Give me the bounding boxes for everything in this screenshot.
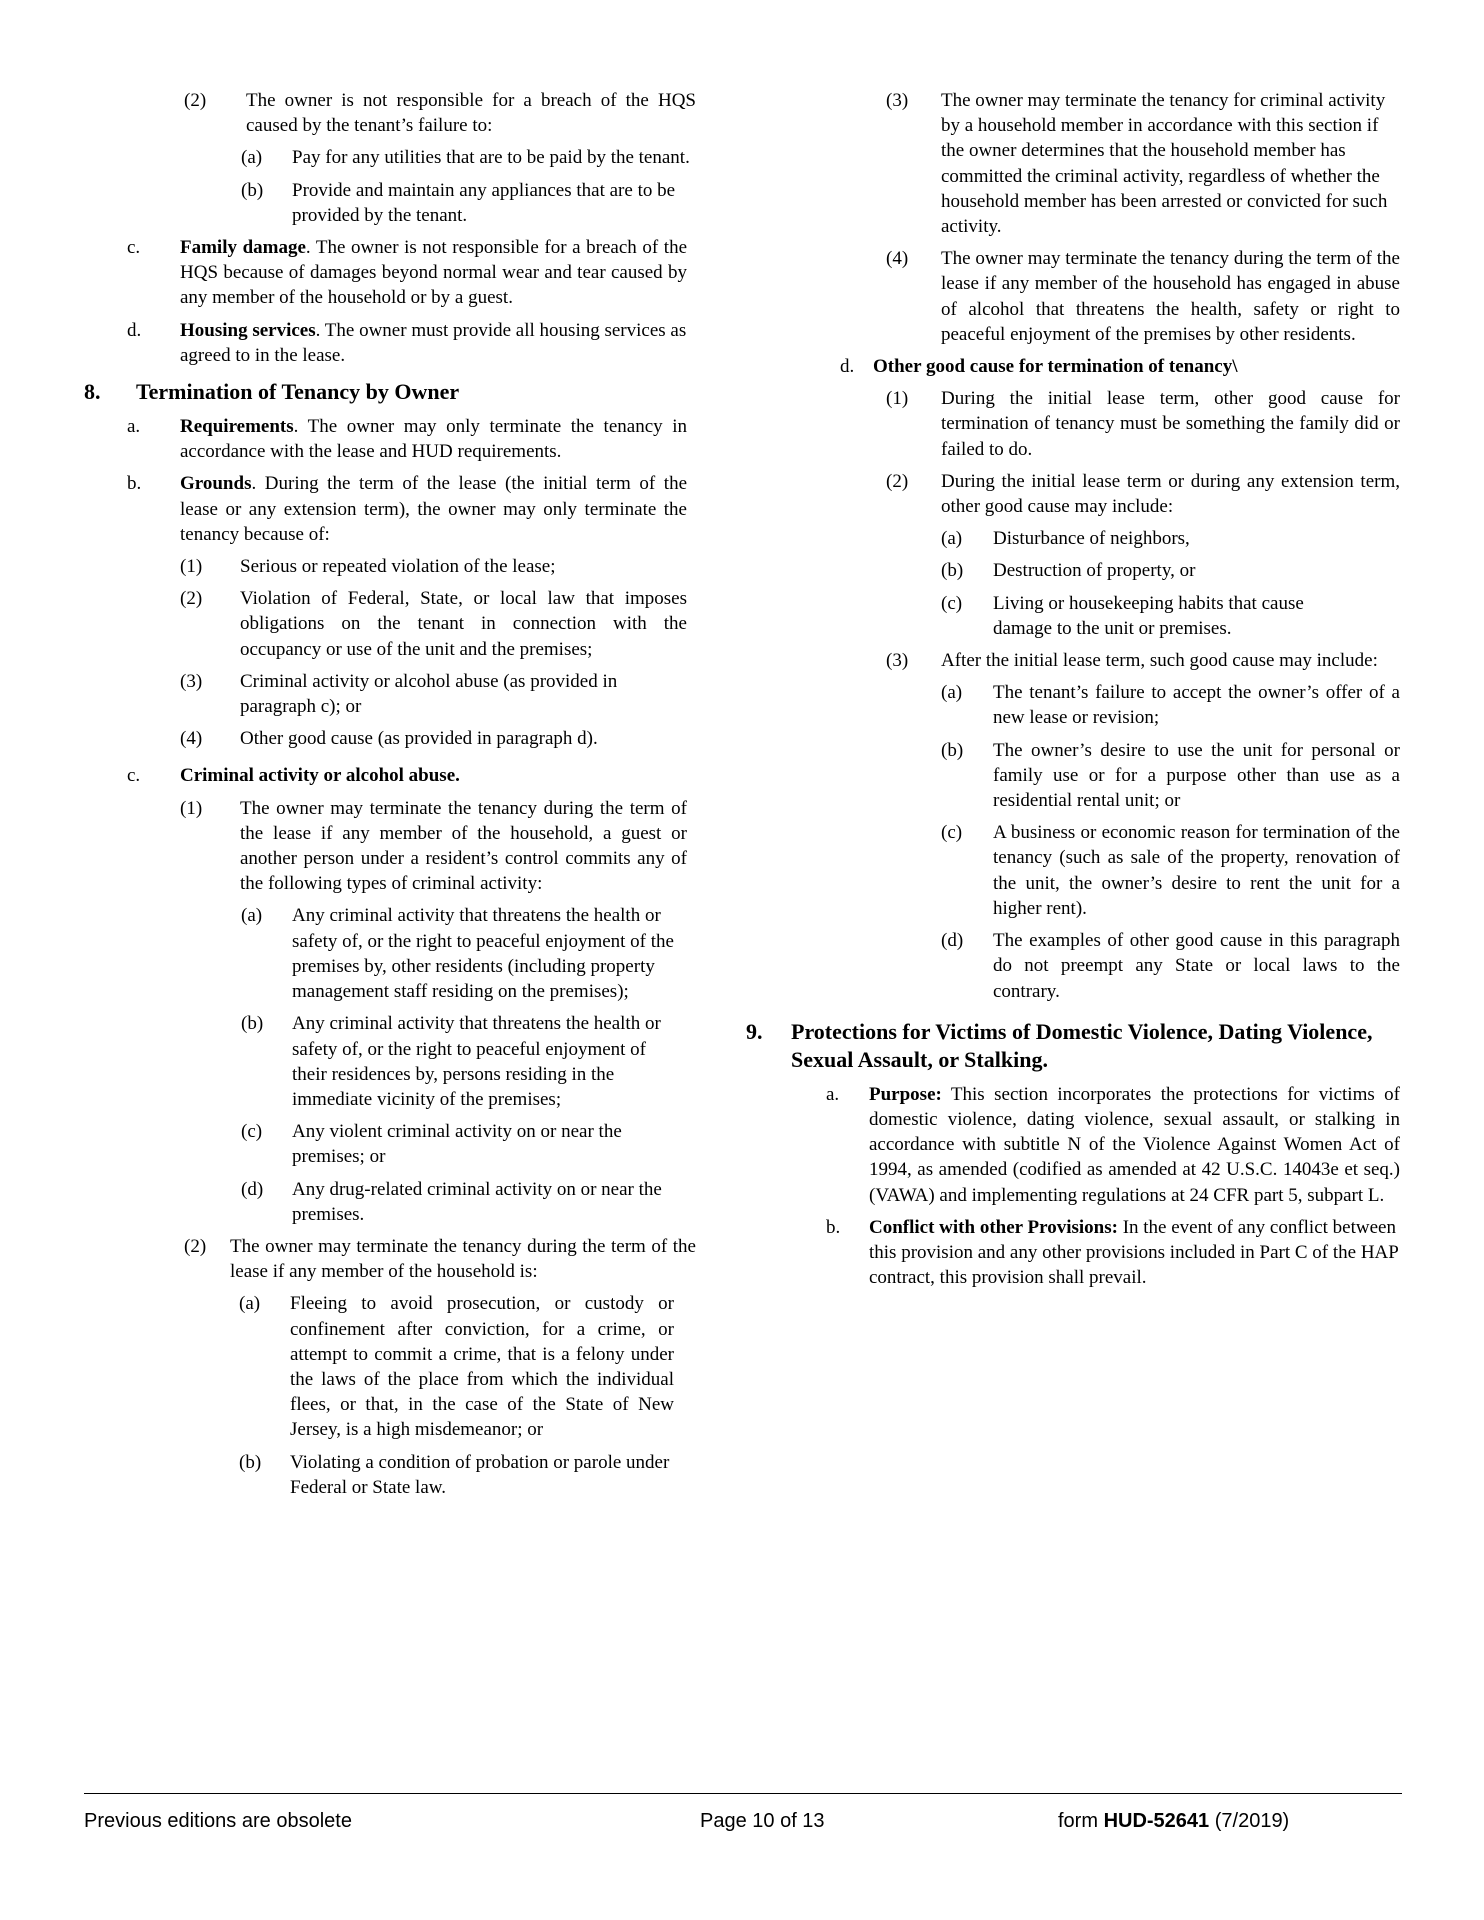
other-good-cause-heading: Other good cause for termination of tenancy\	[873, 356, 1238, 378]
list-item	[941, 820, 1400, 921]
item-label: (d)	[241, 1178, 264, 1200]
list-item	[941, 928, 1400, 1004]
list-item	[941, 558, 1400, 583]
section-title: Protections for Victims of Domestic Violence, Dating Violence, Sexual Assault, or Stalking.	[791, 1018, 1373, 1072]
item-label: (b)	[941, 560, 964, 582]
requirements-heading: Requirements	[180, 416, 294, 438]
list-item	[180, 726, 687, 751]
item-label: (3)	[886, 90, 909, 111]
housing-services-paragraph	[127, 318, 687, 368]
item-text: . The owner may only terminate the tenancy in accordance with the lease and HUD requirements.	[180, 416, 687, 463]
list-item	[886, 88, 1400, 239]
item-text: . The owner is not responsible for a breach of the HQS because of damages beyond normal wear and tear caused by any member of the household or by a guest.	[180, 237, 688, 309]
item-text: Serious or repeated violation of the lease;	[240, 556, 556, 578]
item-label: d.	[840, 356, 855, 378]
item-text: The owner may terminate the tenancy for criminal activity by a household member in accordance with this section if the owner determines that the household member has committed the criminal activity, regardless of whether the household member has been arrested or convicted for such activity.	[941, 90, 1388, 238]
item-text: The owner is not responsible for a breach of the HQS caused by the tenant’s failure to:	[246, 90, 696, 137]
item-label: (1)	[886, 388, 909, 410]
list-item	[241, 1119, 676, 1169]
item-text: The owner may terminate the tenancy during the term of the lease if any member of the household, a guest or another person under a resident’s control commits any of the following types of criminal activity:	[240, 797, 687, 895]
form-number: HUD-52641	[1103, 1810, 1210, 1832]
list-item	[241, 903, 676, 1004]
list-item	[241, 1011, 676, 1112]
item-label: c.	[127, 237, 141, 259]
item-label: (1)	[180, 797, 203, 819]
item-label: c.	[127, 765, 141, 787]
item-text: Destruction of property, or	[993, 560, 1196, 582]
item-label: (a)	[941, 682, 963, 704]
left-column	[84, 88, 696, 1507]
item-label: (a)	[239, 1293, 261, 1315]
item-label: a.	[826, 1083, 840, 1105]
list-item	[941, 680, 1400, 730]
item-label: (a)	[241, 905, 263, 927]
item-text: Living or housekeeping habits that cause damage to the unit or premises.	[993, 592, 1304, 639]
list-item	[180, 586, 687, 662]
item-label: d.	[127, 319, 142, 341]
form-prefix: form	[1058, 1810, 1104, 1832]
item-label: (1)	[180, 556, 203, 578]
list-item	[941, 738, 1400, 814]
item-text: Any criminal activity that threatens the health or safety of, or the right to peaceful enjoyment of the premises by, other residents (including property management staff residing on the premises);	[292, 905, 674, 1003]
footer-form-id	[1058, 1810, 1289, 1833]
purpose-paragraph	[826, 1082, 1400, 1208]
conflict-heading: Conflict with other Provisions:	[869, 1216, 1118, 1238]
list-item	[886, 386, 1400, 462]
list-item	[180, 669, 687, 719]
item-label: (b)	[241, 1013, 264, 1035]
list-item	[184, 1234, 696, 1284]
item-text: . The owner must provide all housing services as agreed to in the lease.	[180, 319, 687, 366]
requirements-paragraph	[127, 414, 687, 464]
conflict-paragraph	[826, 1215, 1400, 1291]
item-text: Any criminal activity that threatens the health or safety of, or the right to peaceful enjoyment of their residences by, persons residing in the immediate vicinity of the premises;	[292, 1013, 661, 1110]
list-item	[239, 1291, 674, 1442]
item-label: b.	[127, 473, 142, 495]
section-8-heading	[84, 378, 696, 406]
item-label: (2)	[180, 588, 203, 610]
family-damage-paragraph	[127, 235, 687, 311]
item-text: After the initial lease term, such good cause may include:	[941, 650, 1378, 672]
item-label: (d)	[941, 930, 964, 952]
footer-page-number: Page 10 of 13	[700, 1810, 825, 1832]
section-9-heading	[746, 1018, 1400, 1074]
item-label: (4)	[886, 248, 909, 270]
list-item	[886, 469, 1400, 519]
item-text: A business or economic reason for termination of the tenancy (such as sale of the property, renovation of the unit, the owner’s desire to rent the unit for a higher rent).	[993, 822, 1400, 919]
list-item	[184, 88, 696, 138]
list-item	[941, 526, 1400, 551]
item-text: Any violent criminal activity on or near the premises; or	[292, 1121, 622, 1168]
item-text: Violation of Federal, State, or local law that imposes obligations on the tenant in connection with the occupancy or use of the unit and the premises;	[240, 588, 687, 660]
list-item	[180, 796, 687, 897]
item-text: . During the term of the lease (the initial term of the lease or any extension term), the owner may only terminate the tenancy because of:	[180, 473, 687, 545]
item-text: The owner may terminate the tenancy during the term of the lease if any member of the household has engaged in abuse of alcohol that threatens the health, safety or right to peaceful enjoyment of the premises by other residents.	[941, 248, 1400, 345]
item-label: (2)	[184, 90, 207, 111]
item-text: During the initial lease term, other good cause for termination of tenancy must be something the family did or failed to do.	[941, 388, 1400, 460]
housing-services-heading: Housing services	[180, 319, 316, 341]
item-text: Pay for any utilities that are to be paid by the tenant.	[292, 147, 690, 169]
list-item	[241, 178, 696, 228]
item-text: Violating a condition of probation or parole under Federal or State law.	[290, 1451, 670, 1498]
list-item	[180, 554, 687, 579]
item-label: (2)	[886, 470, 909, 492]
item-text: Criminal activity or alcohol abuse (as provided in paragraph c); or	[240, 670, 618, 718]
item-text: The examples of other good cause in this paragraph do not preempt any State or local laws to the contrary.	[993, 930, 1400, 1002]
item-label: (c)	[241, 1121, 263, 1143]
family-damage-heading: Family damage	[180, 237, 306, 259]
criminal-activity-heading: Criminal activity or alcohol abuse.	[180, 765, 460, 787]
list-item	[886, 648, 1396, 673]
item-text: Provide and maintain any appliances that are to be provided by the tenant.	[292, 179, 676, 226]
list-item	[239, 1450, 674, 1500]
item-label: (c)	[941, 822, 963, 844]
item-text: This section incorporates the protections for victims of domestic violence, dating violence, sexual assault, or stalking in accordance with subtitle N of the Violence Against Women Act of 1994, as amended (codified as amended at 42 U.S.C. 14043e et seq.) (VAWA) and implementing regulations at 24 CFR part 5, subpart L.	[869, 1083, 1400, 1206]
section-number: 8.	[84, 379, 101, 405]
section-title: Termination of Tenancy by Owner	[136, 379, 460, 405]
item-text: Fleeing to avoid prosecution, or custody or confinement after conviction, for a crime, or attempt to commit a crime, that is a felony under the laws of the place from which the individual flees, or that, in the case of the State of New Jersey, is a high misdemeanor; or	[290, 1293, 674, 1441]
item-text: The owner may terminate the tenancy during the term of the lease if any member of the household is:	[230, 1235, 696, 1283]
item-text: Disturbance of neighbors,	[993, 528, 1190, 550]
item-label: (b)	[941, 739, 964, 761]
item-label: (b)	[241, 179, 264, 201]
item-label: (3)	[180, 670, 203, 692]
item-text: During the initial lease term or during any extension term, other good cause may include:	[941, 470, 1400, 518]
list-item	[886, 246, 1400, 347]
other-good-cause-paragraph	[840, 354, 1400, 379]
item-label: a.	[127, 416, 141, 438]
footer-obsolete-note: Previous editions are obsolete	[84, 1810, 352, 1832]
item-label: (2)	[184, 1235, 207, 1257]
purpose-heading: Purpose:	[869, 1083, 942, 1105]
form-date: (7/2019)	[1209, 1810, 1290, 1832]
grounds-paragraph	[127, 471, 687, 547]
item-label: (c)	[941, 592, 963, 614]
item-label: (3)	[886, 650, 909, 672]
item-label: (4)	[180, 728, 203, 750]
item-text: The owner’s desire to use the unit for personal or family use or for a purpose other than use as a residential rental unit; or	[993, 739, 1400, 812]
list-item	[241, 145, 696, 170]
item-text: The tenant’s failure to accept the owner’s offer of a new lease or revision;	[993, 682, 1400, 729]
section-number: 9.	[746, 1018, 763, 1044]
footer-divider	[84, 1793, 1402, 1794]
item-label: (a)	[941, 528, 963, 550]
criminal-activity-paragraph	[127, 763, 687, 788]
list-item	[241, 1177, 676, 1227]
item-text: Any drug-related criminal activity on or near the premises.	[292, 1178, 662, 1225]
item-label: (a)	[241, 147, 263, 169]
list-item	[941, 591, 1341, 641]
item-label: b.	[826, 1216, 841, 1238]
item-label: (b)	[239, 1451, 262, 1473]
grounds-heading: Grounds	[180, 473, 252, 495]
right-column	[746, 88, 1400, 1297]
item-text: Other good cause (as provided in paragraph d).	[240, 728, 598, 750]
item-text: In the event of any conflict between this provision and any other provisions included in Part C of the HAP contract, this provision shall prevail.	[869, 1216, 1399, 1289]
